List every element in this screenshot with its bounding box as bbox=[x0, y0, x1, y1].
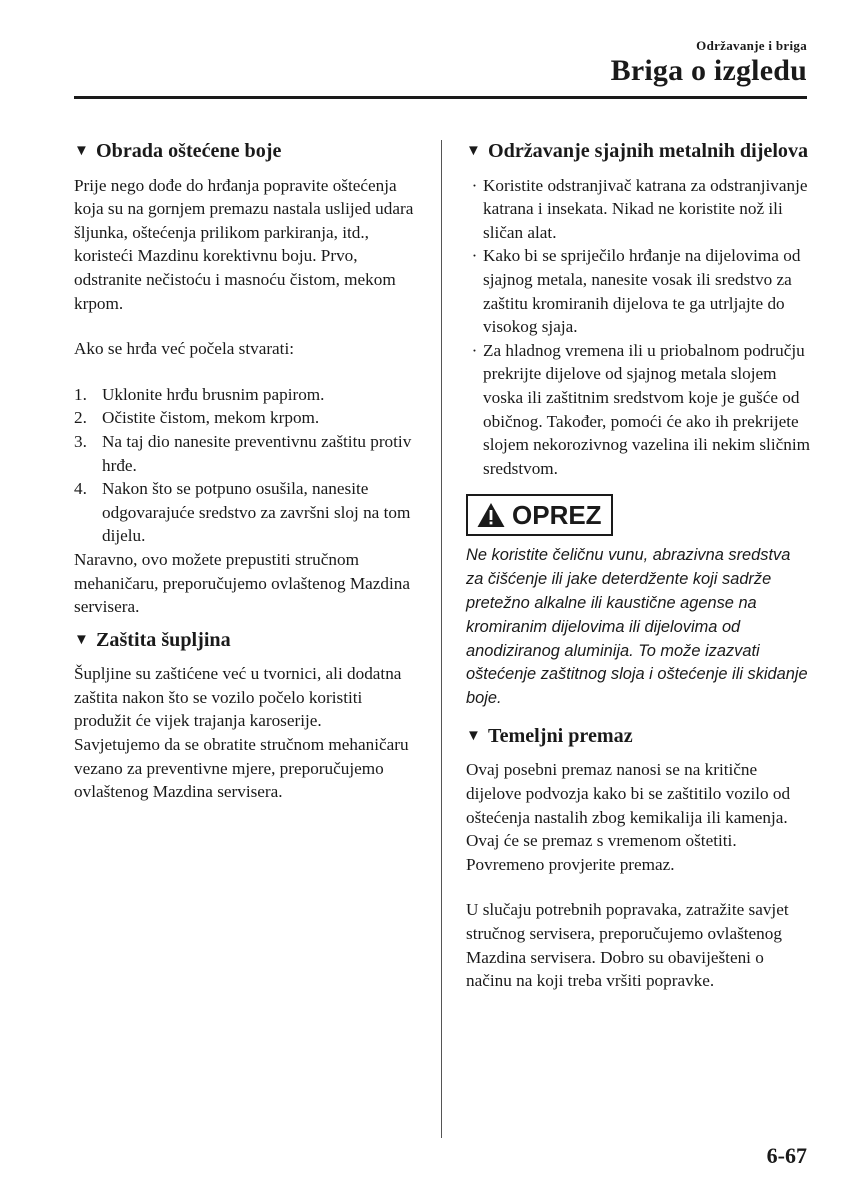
paint-heading bbox=[74, 140, 419, 164]
metal-heading bbox=[466, 140, 811, 164]
step-number: 2. bbox=[74, 408, 87, 428]
bullet-text: Koristite odstranjivač katrana za odstranjivanje katrana i insekata. Nikad ne koristite nož ili sličan alat. bbox=[483, 175, 808, 242]
cavity-paragraph-1: Šupljine su zaštićene već u tvornici, ali dodatna zaštita nakon što se vozilo počelo koristiti produžit će vijek trajanja karoserije. bbox=[74, 664, 402, 731]
step-number: 1. bbox=[74, 384, 87, 404]
bullet-marker: · bbox=[471, 340, 478, 360]
cavity-heading bbox=[74, 629, 419, 653]
caution-box bbox=[466, 494, 613, 536]
left-column bbox=[74, 140, 419, 804]
bullet-text: Za hladnog vremena ili u priobalnom području prekrijte dijelove od sjajnog metala slojem voska ili zaštitnim sredstvom koje je gušće od običnog. Također, pomoći će ako ih prekrijete slojem nekorozivnog vazelina ili nekim sličnim sredstvom. bbox=[483, 340, 810, 478]
paint-paragraph: Prije nego dođe do hrđanja popravite oštećenja koja su na gornjem premazu nastala uslijed udara šljunka, oštećenja prilikom parkiranja, itd., koristeći Mazdinu korektivnu boju. Prvo, odstranite nečistoću i masnoću čistom, mekom krpom. bbox=[74, 175, 414, 313]
page-number: 6-67 bbox=[766, 1143, 807, 1168]
underbody-heading bbox=[466, 725, 811, 749]
heading-marker-icon: ▼ bbox=[466, 727, 481, 744]
underbody-heading-text: Temeljni premaz bbox=[488, 724, 633, 747]
right-column bbox=[466, 140, 811, 993]
underbody-paragraph-1: Ovaj posebni premaz nanosi se na kritične dijelove podvozja kako bi se zaštitilo vozilo od oštećenja nastalih zbog kemikalija ili kamenja. Ovaj će se premaz s vremenom oštetiti. Povremeno provjerite premaz. bbox=[466, 760, 791, 874]
list-item bbox=[74, 430, 419, 477]
step-number: 4. bbox=[74, 479, 87, 499]
step-text: Nakon što se potpuno osušila, nanesite odgovarajuće sredstvo za završni sloj na tom dijelu. bbox=[102, 479, 411, 546]
bullet-text: Kako bi se spriječilo hrđanje na dijelovima od sjajnog metala, nanesite vosak ili sredstvo za zaštitu kromiranih dijelova te ga utrljajte do visokog sjaja. bbox=[483, 246, 801, 337]
heading-marker-icon: ▼ bbox=[466, 143, 481, 159]
step-number: 3. bbox=[74, 431, 87, 451]
list-item bbox=[466, 244, 811, 338]
metal-bullets-list bbox=[466, 174, 811, 481]
metal-heading-text: Održavanje sjajnih metalnih dijelova bbox=[488, 140, 809, 162]
cavity-heading-text: Zaštita šupljina bbox=[96, 628, 231, 651]
bullet-marker: · bbox=[471, 246, 478, 266]
list-item bbox=[466, 339, 811, 481]
step-text: Uklonite hrđu brusnim papirom. bbox=[102, 384, 325, 404]
heading-marker-icon: ▼ bbox=[74, 631, 89, 648]
header-section: Održavanje i briga bbox=[696, 38, 807, 53]
warning-triangle-icon bbox=[476, 501, 506, 529]
rust-steps-list bbox=[74, 383, 419, 548]
page-title: Briga o izgledu bbox=[610, 54, 807, 87]
rust-intro: Ako se hrđa već počela stvarati: bbox=[74, 339, 295, 359]
paint-heading-text: Obrada oštećene boje bbox=[96, 140, 282, 162]
step-text: Očistite čistom, mekom krpom. bbox=[102, 408, 320, 428]
underbody-paragraph-2: U slučaju potrebnih popravaka, zatražite savjet stručnog servisera, preporučujemo ovlaštenog Mazdina servisera. Dobro su obaviješteni o načinu na koji treba vršiti popravke. bbox=[466, 900, 789, 991]
list-item bbox=[74, 477, 419, 548]
mechanic-note: Naravno, ovo možete prepustiti stručnom mehaničaru, preporučujemo ovlaštenog Mazdina servisera. bbox=[74, 549, 410, 617]
column-divider bbox=[441, 140, 442, 1138]
step-text: Na taj dio nanesite preventivnu zaštitu protiv hrđe. bbox=[102, 431, 412, 475]
header-rule bbox=[74, 96, 807, 99]
list-item bbox=[466, 174, 811, 245]
list-item bbox=[74, 383, 419, 407]
heading-marker-icon: ▼ bbox=[74, 143, 89, 159]
caution-label: OPREZ bbox=[512, 500, 602, 531]
bullet-marker: · bbox=[471, 175, 478, 195]
cavity-paragraph-2: Savjetujemo da se obratite stručnom mehaničaru vezano za preventivne mjere, preporučujemo ovlaštenog Mazdina servisera. bbox=[74, 735, 409, 802]
list-item bbox=[74, 406, 419, 430]
caution-text: Ne koristite čeličnu vunu, abrazivna sredstva za čišćenje ili jake deterdžente koji sadrže pretežno alkalne ili kaustične agense na kromiranim dijelovima ili dijelovima od anodiziranog aluminija. To može izazvati oštećenje zaštitnog sloja i oštećenje ili skidanje boje. bbox=[466, 546, 808, 708]
